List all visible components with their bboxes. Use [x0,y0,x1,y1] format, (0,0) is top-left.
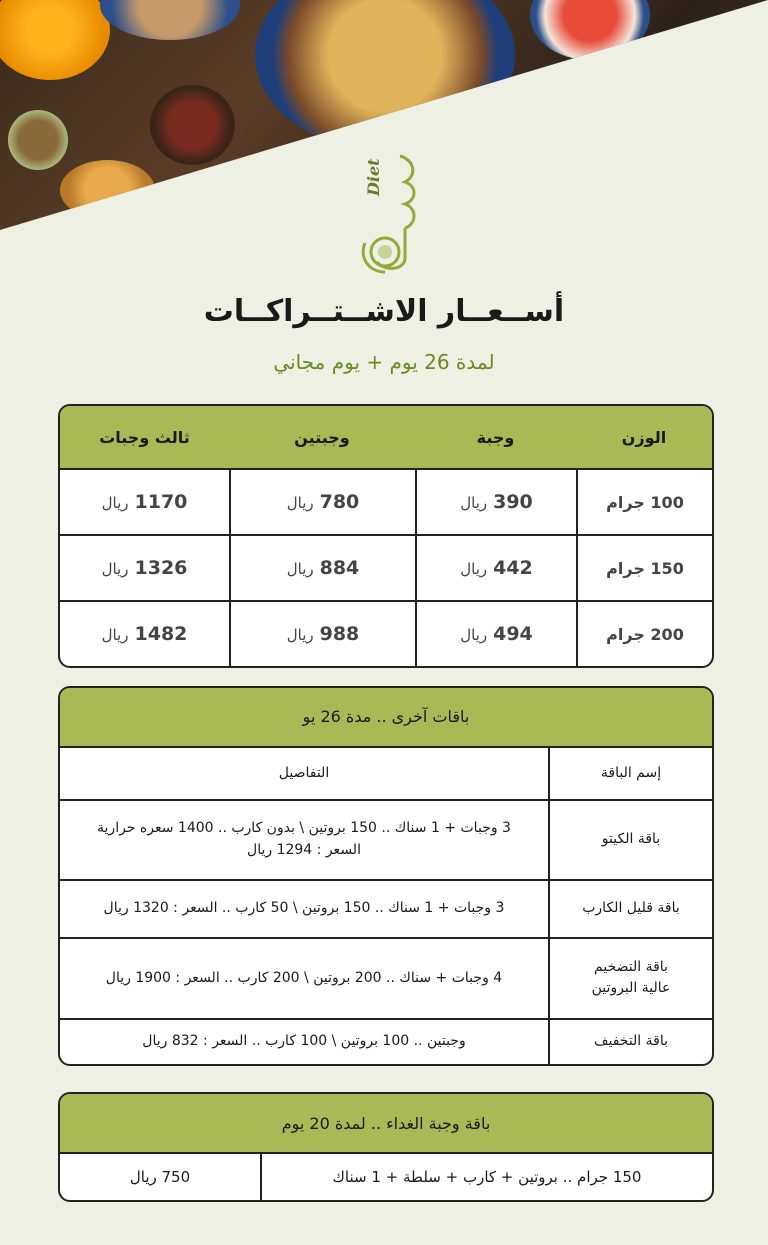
peppercorn-bowl-image [150,85,235,165]
bun-image [60,160,155,220]
table-row [60,799,712,879]
package-name: باقة التخفيف [548,1018,712,1064]
lunch-package-table [58,1092,714,1202]
table-row [60,534,712,600]
chef-icon [378,245,392,259]
logo-text: Diet [364,158,383,196]
other-packages-title: باقات آخرى .. مدة 26 يو [302,706,470,726]
package-details: 3 وجبات + 1 سناك .. 150 بروتين \ بدون كارب .. 1400 سعره حرارية السعر : 1294 ريال [60,799,548,879]
lunch-package-details: 150 جرام .. بروتين + كارب + سلطة + 1 سناك [260,1152,712,1200]
pricing-header-row [60,406,712,468]
table-row [60,1018,712,1064]
lunch-package-price: 750 ريال [60,1152,260,1200]
column-header-row [60,746,712,798]
package-details: وجبتين .. 100 بروتين \ 100 كارب .. السعر : 832 ريال [60,1018,548,1064]
col-package-name: إسم الباقة [548,746,712,798]
price-cell: 1326ريال [60,534,229,600]
weight-cell: 100 جرام [576,468,712,534]
price-cell: 884ريال [229,534,415,600]
page-subtitle: لمدة 26 يوم + يوم مجاني [273,350,495,374]
lunch-package-header [60,1094,712,1152]
rice-dish-image [255,0,515,150]
pricing-table [58,404,714,668]
table-row [60,879,712,937]
package-name: باقة التضخيم عالية البروتين [548,937,712,1017]
weight-cell: 200 جرام [576,600,712,666]
other-packages-table [58,686,714,1066]
header-two-meals: وجبتين [294,427,350,447]
price-cell: 780ريال [229,468,415,534]
price-cell: 988ريال [229,600,415,666]
price-cell: 1482ريال [60,600,229,666]
salad-bowl-image [530,0,650,60]
price-cell: 390ريال [415,468,576,534]
price-cell: 1170ريال [60,468,229,534]
header-weight: الوزن [621,427,667,447]
page-title: أســعــار الاشــتــراكــات [203,294,565,329]
bread-plate-image [100,0,240,40]
table-row [60,1152,712,1200]
package-details: 4 وجبات + سناك .. 200 بروتين \ 200 كارب .. السعر : 1900 ريال [60,937,548,1017]
other-packages-header [60,688,712,746]
table-row [60,937,712,1017]
weight-cell: 150 جرام [576,534,712,600]
col-details: التفاصيل [60,746,548,798]
spice-bowl-image [8,110,68,170]
brand-logo [355,148,425,276]
package-details: 3 وجبات + 1 سناك .. 150 بروتين \ 50 كارب .. السعر : 1320 ريال [60,879,548,937]
package-name: باقة الكيتو [548,799,712,879]
table-row [60,600,712,666]
pepper-image [0,0,110,80]
price-cell: 494ريال [415,600,576,666]
price-cell: 442ريال [415,534,576,600]
header-three-meals: ثالث وجبات [99,427,190,447]
lunch-package-title: باقة وجبة الغداء .. لمدة 20 يوم [281,1113,491,1133]
package-name: باقة قليل الكارب [548,879,712,937]
header-one-meal: وجبة [476,427,515,447]
table-row [60,468,712,534]
